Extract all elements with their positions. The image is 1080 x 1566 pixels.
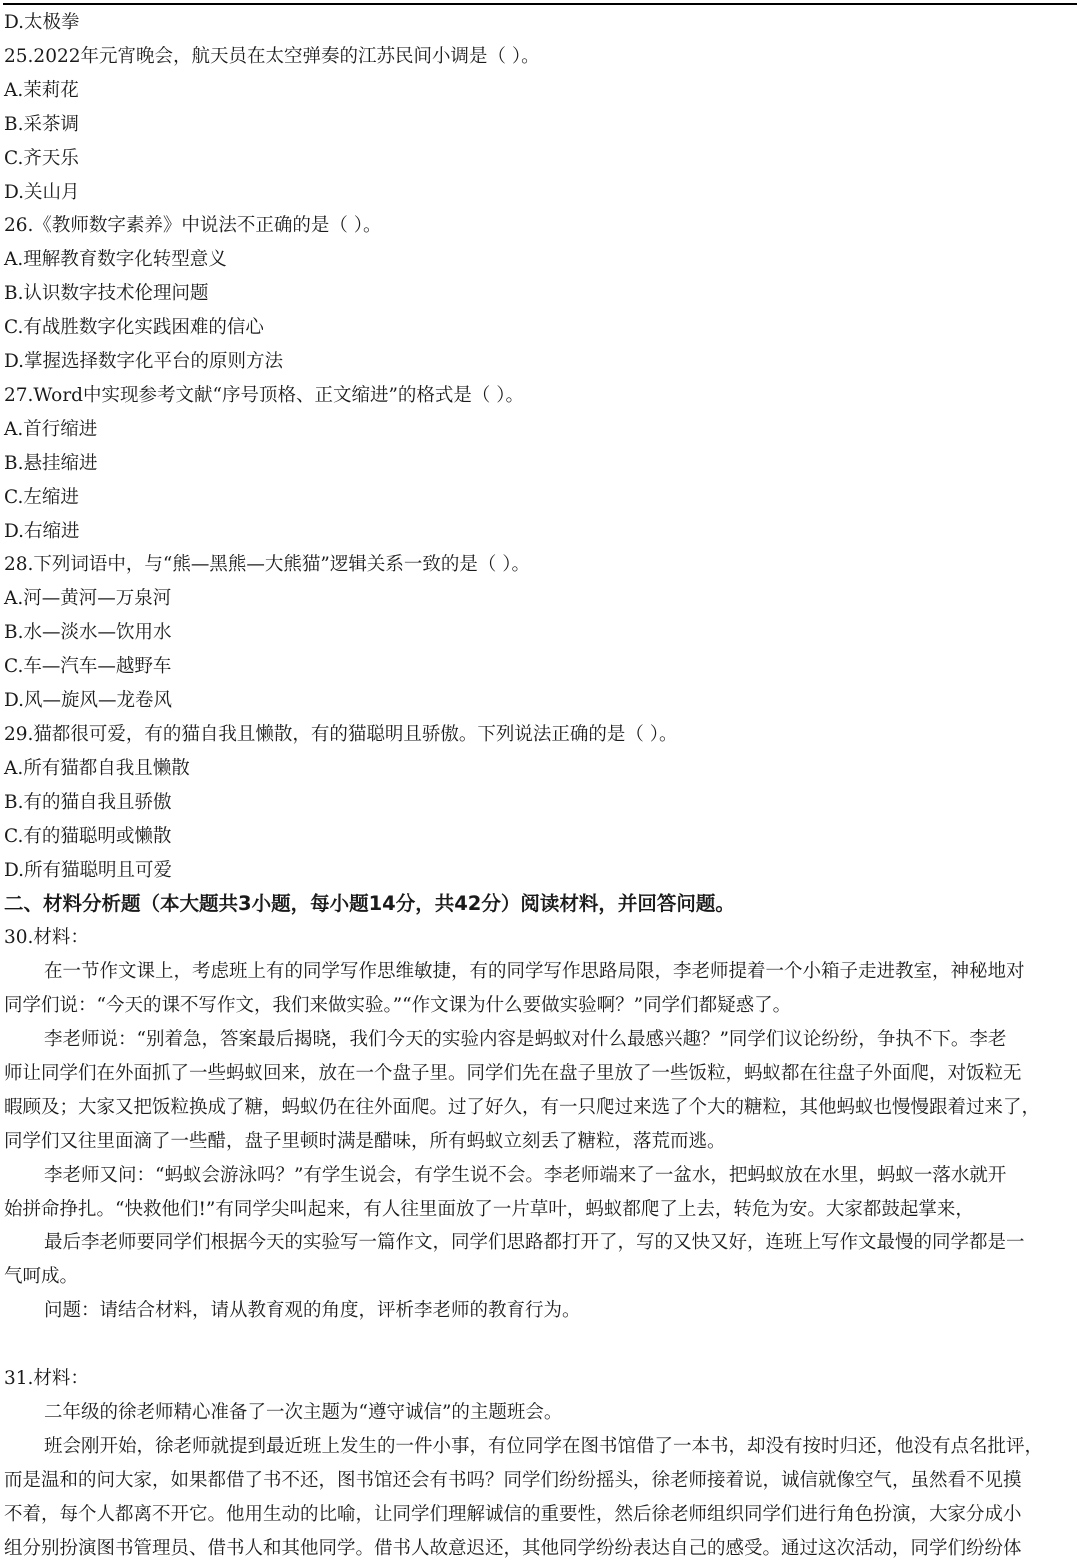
text-line: C.车—汽车—越野车 [4,656,172,678]
text-line: B.悬挂缩进 [4,452,98,474]
text-line: B.有的猫自我且骄傲 [4,791,172,813]
text-line: D.右缩进 [4,520,80,542]
text-line: B.采茶调 [4,113,79,135]
text-line: 26.《教师数字素养》中说法不正确的是（ ）。 [4,215,382,237]
text-line: 同学们又往里面滴了一些醋，盘子里顿时满是醋味，所有蚂蚁立刻丢了糖粒，落荒而逃。 [4,1130,726,1152]
text-line: B.认识数字技术伦理问题 [4,283,209,305]
text-line: 最后李老师要同学们根据今天的实验写一篇作文，同学们思路都打开了，写的又快又好，连班上写作文最慢的同学都是一 [44,1232,1025,1254]
text-line: D.所有猫聪明且可爱 [4,859,173,881]
text-line: C.有战胜数字化实践困难的信心 [4,317,264,339]
text-line: A.所有猫都自我且懒散 [4,757,190,779]
section-heading: 二、材料分析题（本大题共3小题，每小题14分，共42分）阅读材料，并回答问题。 [4,892,735,916]
text-line: 李老师又问：“蚂蚁会游泳吗？”有学生说会，有学生说不会。李老师端来了一盆水，把蚂蚁放在水里，蚂蚁一落水就开 [44,1164,1007,1186]
text-line: 25.2022年元宵晚会，航天员在太空弹奏的江苏民间小调是（ ）。 [4,45,540,67]
text-line: 不着，每个人都离不开它。他用生动的比喻，让同学们理解诚信的重要性，然后徐老师组织同学们进行角色扮演，大家分成小 [4,1503,1022,1525]
text-line: 30.材料： [4,927,89,949]
text-line: D.太极拳 [4,12,80,33]
text-line: 28.下列词语中，与“熊—黑熊—大熊猫”逻辑关系一致的是（ ）。 [4,554,530,576]
text-line: 而是温和的问大家，如果都借了书不还，图书馆还会有书吗？同学们纷纷摇头，徐老师接着说，诚信就像空气，虽然看不见摸 [4,1469,1022,1491]
text-line: 29.猫都很可爱，有的猫自我且懒散，有的猫聪明且骄傲。下列说法正确的是（ ）。 [4,723,678,745]
text-line: 31.材料： [4,1368,89,1389]
text-line: 27.Word中实现参考文献“序号顶格、正文缩进”的格式是（ ）。 [4,384,525,406]
text-line: A.河—黄河—万泉河 [4,588,172,610]
text-line: B.水—淡水—饮用水 [4,622,172,644]
text-line: 李老师说：“别着急，答案最后揭晓，我们今天的实验内容是蚂蚁对什么最感兴趣？”同学们议论纷纷，争执不下。李老 [44,1029,1007,1050]
text-line: 同学们说：“今天的课不写作文，我们来做实验。”“作文课为什么要做实验啊？”同学们都疑惑了。 [4,995,792,1017]
text-line: 组分别扮演图书管理员、借书人和其他同学。借书人故意迟还，其他同学纷纷表达自己的感受。通过这次活动，同学们纷纷体 [4,1537,1022,1559]
text-line: 师让同学们在外面抓了一些蚂蚁回来，放在一个盘子里。同学们先在盘子里放了一些饭粒，蚂蚁都在往盘子外面爬，对饭粒无 [4,1062,1022,1084]
text-line: D.关山月 [4,181,80,203]
text-line: C.左缩进 [4,486,79,508]
text-line: D.掌握选择数字化平台的原则方法 [4,351,284,372]
text-line: D.风—旋风—龙卷风 [4,690,173,711]
text-line: A.理解教育数字化转型意义 [4,249,227,271]
text-line: A.茉莉花 [4,79,79,101]
text-line: 始拼命挣扎。“快救他们!”有同学尖叫起来，有人往里面放了一片草叶，蚂蚁都爬了上去，转危为安。大家都鼓起掌来， [4,1198,974,1220]
text-line: A.首行缩进 [4,418,98,440]
text-line: 在一节作文课上，考虑班上有的同学写作思维敏捷，有的同学写作思路局限，李老师提着一个小箱子走进教室，神秘地对 [44,961,1025,983]
text-line: C.齐天乐 [4,147,79,169]
text-line: 二年级的徐老师精心准备了一次主题为“遵守诚信”的主题班会。 [44,1401,563,1423]
text-line: C.有的猫聪明或懒散 [4,825,172,847]
text-line: 问题：请结合材料，请从教育观的角度，评析李老师的教育行为。 [44,1300,581,1322]
text-line: 暇顾及；大家又把饭粒换成了糖，蚂蚁仍在往外面爬。过了好久，有一只爬过来选了个大的糖粒，其他蚂蚁也慢慢跟着过来了， [4,1096,1041,1118]
top-rule [3,3,1077,5]
text-line: 班会刚开始，徐老师就提到最近班上发生的一件小事，有位同学在图书馆借了一本书，却没有按时归还，他没有点名批评， [44,1435,1044,1457]
text-line: 气呵成。 [4,1266,79,1288]
